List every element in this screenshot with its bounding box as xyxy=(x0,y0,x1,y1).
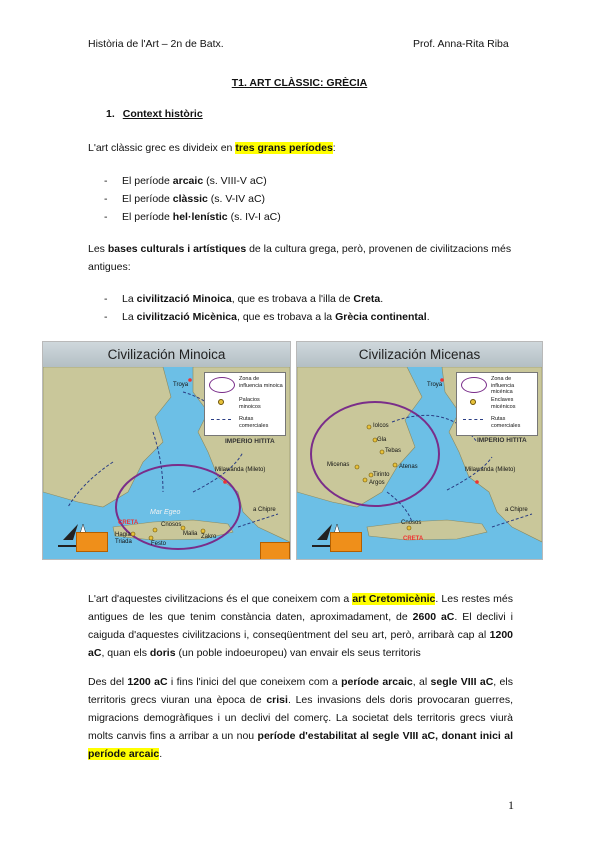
header-teacher: Prof. Anna-Rita Riba xyxy=(413,38,509,50)
para-text: i fins l'inici del que coneixem com a xyxy=(167,676,342,688)
bases-paragraph xyxy=(88,240,513,276)
item-text: La xyxy=(122,293,137,305)
map-label: IMPERIO HITITA xyxy=(477,437,527,444)
map-mycenaean xyxy=(296,341,543,560)
paragraph-cretomicenic xyxy=(88,590,513,662)
para-bold: període d'estabilitat al segle VIII aC, donant inici al xyxy=(257,730,513,742)
para-highlight: art Cretomicènic xyxy=(352,593,436,605)
section-number: 1. xyxy=(106,108,115,120)
influence-icon xyxy=(209,377,235,393)
map-label: a Chipre xyxy=(253,507,276,513)
section-title: Context històric xyxy=(122,108,203,120)
palace-icon xyxy=(218,399,224,405)
legend-label: Zona de influencia micénica xyxy=(491,376,515,395)
bullet-dash: - xyxy=(104,193,108,205)
map-label: Atenas xyxy=(399,464,418,470)
document-title: T1. ART CLÀSSIC: GRÈCIA xyxy=(231,77,368,89)
item-text: . xyxy=(380,293,384,305)
item-text: El període xyxy=(122,175,173,187)
paragraph-crisis xyxy=(88,673,513,763)
map-label: Tebas xyxy=(385,448,402,454)
intro-text: L'art clàssic grec es divideix en xyxy=(88,142,236,154)
item-bold: arcaic xyxy=(172,175,204,187)
map-mycenaean-legend xyxy=(456,372,538,436)
bases-bold: bases culturals i artístiques xyxy=(107,243,247,255)
map-label: Milawanda (Mileto) xyxy=(465,467,516,473)
map-label: Festo xyxy=(151,541,167,547)
route-icon xyxy=(463,419,483,420)
influence-icon xyxy=(461,377,487,393)
item-bold: Grècia continental xyxy=(335,311,427,323)
map-minoan-title: Civilización Minoica xyxy=(43,342,290,367)
map-label: Troya xyxy=(427,382,443,388)
page-number: 1 xyxy=(508,798,514,812)
map-label: Milawanda (Mileto) xyxy=(215,467,266,473)
item-bold: hel·lenístic xyxy=(172,211,228,223)
map-label: Argos xyxy=(369,480,385,486)
map-label: Cnosos xyxy=(161,522,182,528)
legend-label: Rutas comerciales xyxy=(239,416,269,429)
map-label: Hagia Triada xyxy=(115,532,132,545)
item-bold: Creta xyxy=(353,293,381,305)
item-text: (s. VIII-V aC) xyxy=(203,175,267,187)
para-bold: període arcaic xyxy=(341,676,413,688)
para-bold: doris xyxy=(149,647,176,659)
legend-label: Zona de influencia minoica xyxy=(239,376,283,389)
nav-arrow-left[interactable] xyxy=(330,532,362,552)
intro-highlight: tres grans períodes xyxy=(235,142,333,154)
para-bold: 1200 aC xyxy=(127,676,168,688)
map-label: IMPERIO HITITA xyxy=(225,438,275,445)
item-text: La xyxy=(122,311,137,323)
bases-text: Les xyxy=(88,243,108,255)
bases-text: de la cultura grega, però, provenen de civilitzacions més antigues: xyxy=(88,243,512,273)
para-text: , al xyxy=(412,676,431,688)
nav-arrow-left[interactable] xyxy=(76,532,108,552)
para-bold: segle VIII aC xyxy=(430,676,494,688)
map-label: Malia xyxy=(183,531,198,537)
legend-label: Rutas comerciales xyxy=(491,416,521,429)
map-minoan-legend xyxy=(204,372,286,436)
para-bold: 2600 aC xyxy=(412,611,455,623)
map-label: a Chipre xyxy=(505,507,528,513)
map-label: Tirinto xyxy=(373,472,390,478)
map-label: CRETA xyxy=(403,536,424,542)
item-bold: civilització Minoica xyxy=(136,293,232,305)
map-label: Troya xyxy=(173,382,189,388)
para-text: (un poble indoeuropeu) van envair els seus territoris xyxy=(175,647,421,659)
section-heading xyxy=(106,108,203,120)
para-text: Des del xyxy=(88,676,128,688)
para-bold: crisi xyxy=(266,694,288,706)
bullet-dash: - xyxy=(104,211,108,223)
para-text: . Les invasions dels doris provocaran guerres, migracions demogràfiques i un declivi del comerç. La societat dels territoris grecs viurà molts canvis fins a arribar a un nou xyxy=(88,694,513,742)
enclave-icon xyxy=(470,399,476,405)
map-label: CRETA xyxy=(118,520,139,526)
item-text: El període xyxy=(122,193,173,205)
map-label: Mar Egeo xyxy=(150,509,181,516)
para-text: L'art d'aquestes civilitzacions és el que coneixem com a xyxy=(88,593,353,605)
para-text: . Les restes més antigues de les que tenim constància daten, aproximadament, de xyxy=(88,593,513,623)
item-text: (s. V-IV aC) xyxy=(207,193,266,205)
map-label: Zakro xyxy=(201,534,217,540)
para-text: . El declivi i caiguda d'aquestes civilitzacions i, conseqüentment del seu art, però, arribarà cap al xyxy=(88,611,513,641)
item-text: El període xyxy=(122,211,173,223)
header-course: Història de l'Art – 2n de Batx. xyxy=(88,38,224,50)
item-bold: civilització Micènica xyxy=(136,311,237,323)
legend-label: Palacios minoicos xyxy=(239,397,261,410)
map-label: Cnosos xyxy=(401,520,422,526)
legend-label: Enclaves micénicos xyxy=(491,397,516,410)
bullet-dash: - xyxy=(104,311,108,323)
bullet-dash: - xyxy=(104,293,108,305)
para-text: . xyxy=(159,748,163,760)
para-text: , els territoris grecs viuran una època de xyxy=(88,676,513,706)
bullet-dash: - xyxy=(104,175,108,187)
para-text: , quan els xyxy=(101,647,150,659)
para-highlight: període arcaic xyxy=(88,748,160,760)
item-text: , que es trobava a la xyxy=(237,311,336,323)
item-text: , que es trobava a l'illa de xyxy=(231,293,354,305)
map-label: Micenas xyxy=(327,462,350,468)
map-label: Iolcos xyxy=(373,423,389,429)
intro-paragraph xyxy=(88,139,513,157)
map-label: Gla xyxy=(377,437,387,443)
route-icon xyxy=(211,419,231,420)
map-mycenaean-title: Civilización Micenas xyxy=(297,342,542,367)
map-minoan xyxy=(42,341,291,560)
item-text: (s. IV-I aC) xyxy=(227,211,281,223)
nav-arrow-right[interactable] xyxy=(260,542,290,560)
item-text: . xyxy=(426,311,430,323)
item-bold: clàssic xyxy=(172,193,208,205)
para-bold: 1200 aC xyxy=(88,629,513,659)
intro-colon: : xyxy=(332,142,336,154)
